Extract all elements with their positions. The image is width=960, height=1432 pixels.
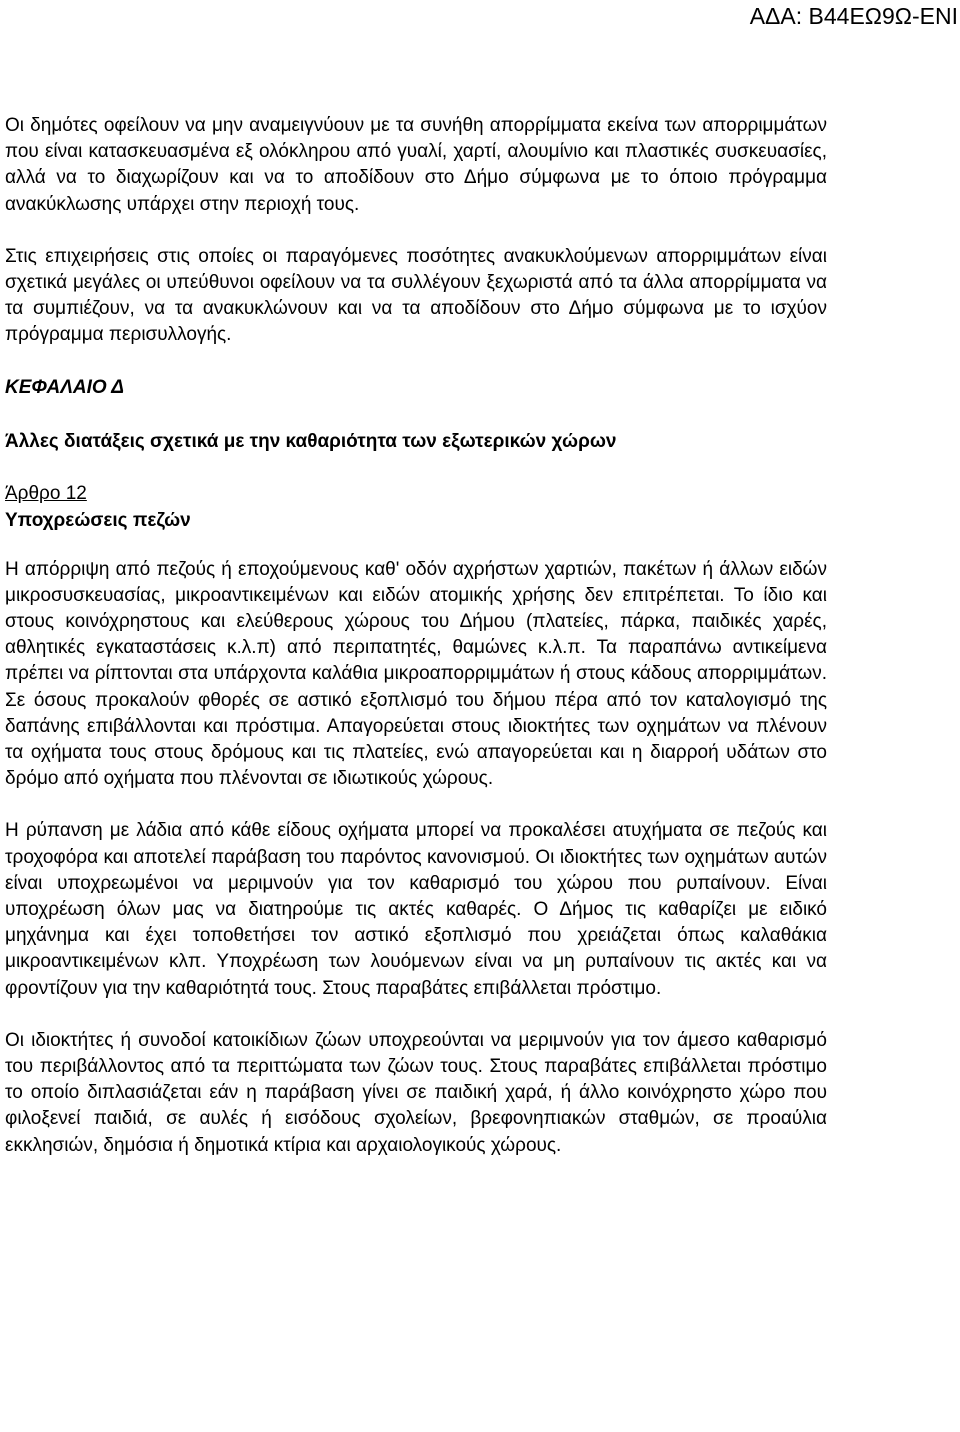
document-id-header: ΑΔΑ: Β44ΕΩ9Ω-ΕΝΙ bbox=[749, 3, 958, 29]
document-body bbox=[5, 113, 827, 1159]
chapter-subtitle: Άλλες διατάξεις σχετικά με την καθαριότητα των εξωτερικών χώρων bbox=[5, 430, 617, 452]
article-number: Άρθρο 12 bbox=[5, 482, 87, 504]
paragraph-pet-owners: Οι ιδιοκτήτες ή συνοδοί κατοικίδιων ζώων υποχρεούνται να μεριμνούν για τον άμεσο καθαρισμό του περιβάλλοντος από τα περιττώματα των ζώων τους. Στους παραβάτες επιβάλλεται πρόστιμο το οποίο διπλασιάζεται εάν η παράβαση γίνει σε παιδική χαρά, ή άλλο κοινόχρηστο χώρο που φιλοξενεί παιδιά, σε αυλές ή εισόδους σχολείων, βρεφονηπιακών σταθμών, σε προαύλια εκκλησιών, δημόσια ή δημοτικά κτίρια και αρχαιολογικούς χώρους. bbox=[5, 1029, 827, 1156]
chapter-heading: ΚΕΦΑΛΑΙΟ Δ bbox=[5, 376, 124, 398]
article-title: Υποχρεώσεις πεζών bbox=[5, 509, 191, 531]
paragraph-recycling-businesses: Στις επιχειρήσεις στις οποίες οι παραγόμενες ποσότητες ανακυκλούμενων απορριμμάτων είναι σχετικά μεγάλες οι υπεύθυνοι οφείλουν να τα συλλέγουν ξεχωριστά από τα άλλα απορρίμματα να τα συμπιέζουν, να τα ανακυκλώνουν και να τα αποδίδουν στο Δήμο σύμφωνα με το ισχύον πρόγραμμα περισυλλογής. bbox=[5, 245, 827, 346]
paragraph-pedestrian-obligations: Η απόρριψη από πεζούς ή εποχούμενους καθ' οδόν αχρήστων χαρτιών, πακέτων ή άλλων ειδών μικροσυσκευασίας, μικροαντικειμένων και ειδών ατομικής χρήσης δεν επιτρέπεται. Το ίδιο και στους κοινόχρηστους και ελεύθερους χώρους του Δήμου (πλατείες, πάρκα, παιδικές χαρές, αθλητικές εγκαταστάσεις κ.λ.π) από περιπατητές, θαμώνες κ.λ.π. Τα παραπάνω αντικείμενα πρέπει να ρίπτονται στα υπάρχοντα καλάθια μικροαπορριμμάτων ή στους κάδους απορριμμάτων. Σε όσους προκαλούν φθορές σε αστικό εξοπλισμό του δήμου πέρα από τον καταλογισμό της δαπάνης επιβάλλονται και πρόστιμα. Απαγορεύεται στους ιδιοκτήτες των οχημάτων να πλένουν τα οχήματα τους στους δρόμους και τις πλατείες, ενώ απαγορεύεται και η διαρροή υδάτων στο δρόμο από οχήματα που πλένονται σε ιδιωτικούς χώρους. bbox=[5, 558, 827, 790]
paragraph-oil-pollution: Η ρύπανση με λάδια από κάθε είδους οχήματα μπορεί να προκαλέσει ατυχήματα σε πεζούς και τροχοφόρα και αποτελεί παράβαση του παρόντος κανονισμού. Οι ιδιοκτήτες των οχημάτων αυτών είναι υποχρεωμένοι να μεριμνούν για τον καθαρισμό του χώρου που ρυπαίνουν. Είναι υποχρέωση όλων μας να διατηρούμε τις ακτές καθαρές. Ο Δήμος τις καθαρίζει με ειδικό μηχάνημα και έχει τοποθετήσει τον αστικό εξοπλισμό που χρειάζεται όπως καλαθάκια μικροαντικειμένων κλπ. Υποχρέωση των λουόμενων είναι να μη ρυπαίνουν τις ακτές και να φροντίζουν για την καθαριότητά τους. Στους παραβάτες επιβάλλεται πρόστιμο. bbox=[5, 820, 827, 999]
paragraph-recycling-citizens: Οι δημότες οφείλουν να μην αναμειγνύουν με τα συνήθη απορρίμματα εκείνα των απορριμμάτων που είναι κατασκευασμένα εξ ολόκληρου από γυαλί, χαρτί, αλουμίνιο και πλαστικές συσκευασίες, αλλά να το διαχωρίζουν και να το αποδίδουν στο Δήμο σύμφωνα με το όποιο πρόγραμμα ανακύκλωσης υπάρχει στην περιοχή τους. bbox=[5, 115, 827, 215]
